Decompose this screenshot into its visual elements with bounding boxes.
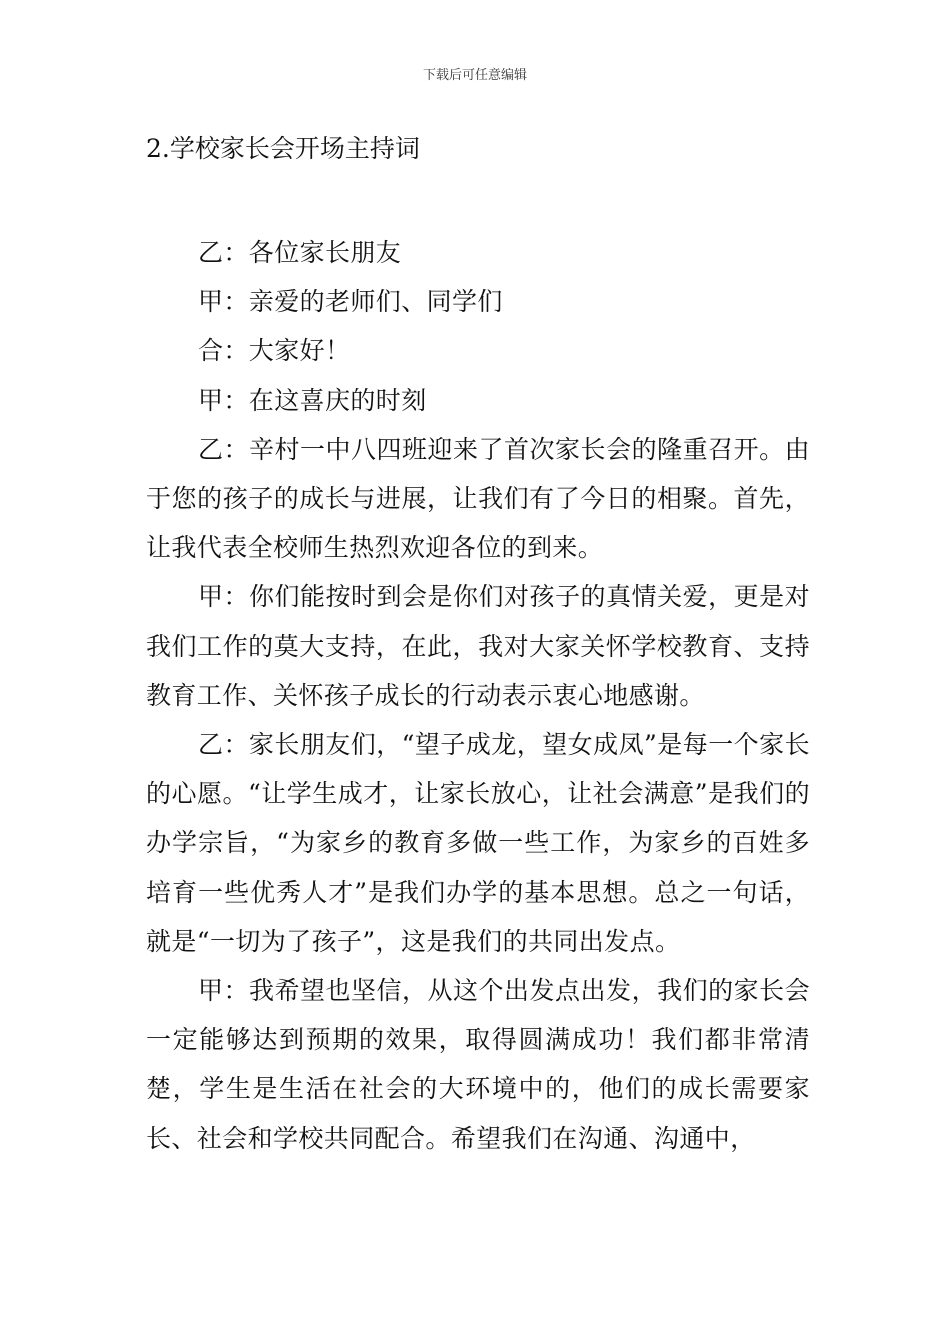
paragraph: 甲：亲爱的老师们、同学们 [198,287,503,317]
document-title: 2.学校家长会开场主持词 [146,134,420,163]
paragraph: 乙：各位家长朋友 [198,238,402,267]
paragraph: 甲：在这喜庆的时刻 [198,385,427,415]
page-header: 下载后可任意编辑 [422,68,527,83]
document-body [146,228,810,1163]
paragraph: 甲：你们能按时到会是你们对孩子的真情关爱，更是对我们工作的莫大支持，在此，我对大家关怀学校教育、支持教育工作、关怀孩子成长的行动表示衷心地感谢。 [146,582,810,710]
paragraph: 合：大家好！ [198,336,351,366]
paragraph: 甲：我希望也坚信，从这个出发点出发，我们的家长会一定能够达到预期的效果，取得圆满成功！我们都非常清楚，学生是生活在社会的大环境中的，他们的成长需要家长、社会和学校共同配合。希望我们在沟通、沟通中， [146,976,810,1153]
paragraph: 乙：辛村一中八四班迎来了首次家长会的隆重召开。由于您的孩子的成长与进展，让我们有了今日的相聚。首先，让我代表全校师生热烈欢迎各位的到来。 [146,434,810,563]
paragraph: 乙：家长朋友们，“望子成龙，望女成凤”是每一个家长的心愿。“让学生成才，让家长放心，让社会满意”是我们的办学宗旨，“为家乡的教育多做一些工作，为家乡的百姓多培育一些优秀人才”是我们办学的基本思想。总之一句话，就是“一切为了孩子”，这是我们的共同出发点。 [146,730,810,956]
